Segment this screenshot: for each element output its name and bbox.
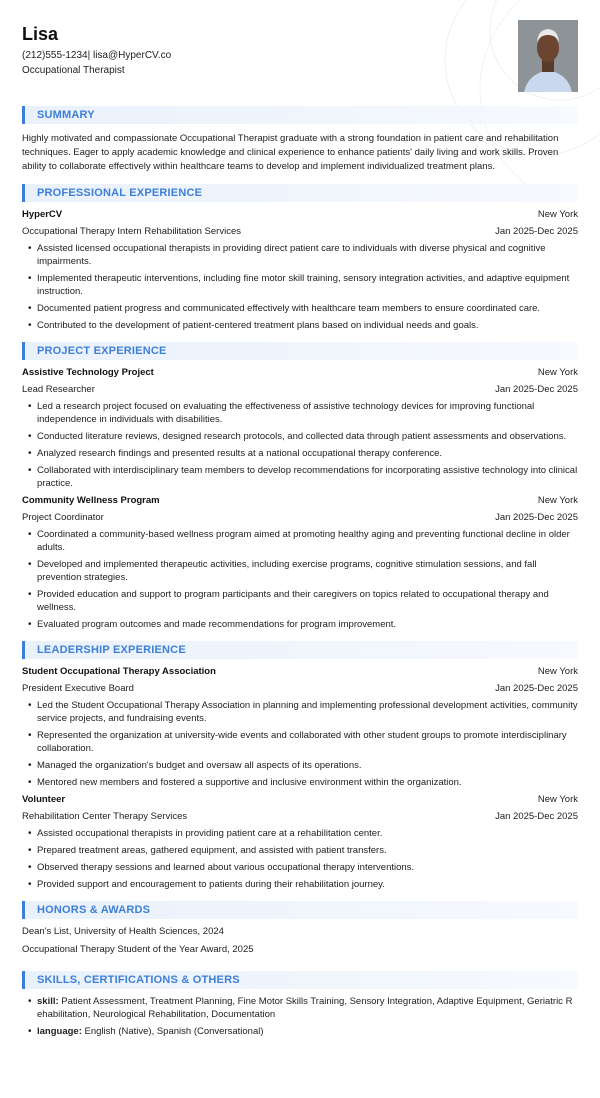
bullet-item: • Represented the organization at university-wide events and collaborated with other student groups to promote interdisciplinary collaboration. (37, 729, 578, 755)
skills-header (22, 971, 578, 989)
bullet-item: • Provided education and support to program participants and their caregivers on topics related to occupational therapy and wellness. (37, 588, 578, 614)
bullet-item: • Collaborated with interdisciplinary team members to develop recommendations for incorporating assistive technology into clinical practice. (37, 464, 578, 490)
location: New York (537, 209, 578, 220)
summary-header (22, 106, 578, 124)
entry-role-row (22, 383, 578, 400)
bullet-item: • Coordinated a community-based wellness program aimed at promoting healthy aging and preventing functional decline in older adults. (37, 528, 578, 554)
bullet-item: • Implemented therapeutic interventions, including fine motor skill training, sensory integration activities, and adaptive equipment instruction. (37, 272, 578, 298)
role: Lead Researcher (22, 384, 95, 395)
bullet-item: • Evaluated program outcomes and made recommendations for program improvement. (37, 618, 578, 631)
location: New York (537, 794, 578, 805)
skill-item (37, 1025, 578, 1038)
profile-photo (518, 20, 578, 92)
job-title: Occupational Therapist (22, 65, 125, 76)
organization-name: Community Wellness Program (22, 495, 160, 506)
entry-heading-row (22, 494, 578, 511)
award-item: Dean's List, University of Health Sciences, 2024 (22, 926, 224, 937)
role: President Executive Board (22, 683, 134, 694)
bullet-item: • Prepared treatment areas, gathered equipment, and assisted with patient transfers. (37, 844, 578, 857)
skill-category: skill: (37, 996, 59, 1007)
dates: Jan 2025-Dec 2025 (495, 512, 578, 523)
dates: Jan 2025-Dec 2025 (495, 384, 578, 395)
section-title: SKILLS, CERTIFICATIONS & OTHERS (37, 974, 240, 986)
entry-heading-row (22, 208, 578, 225)
skill-values: English (Native), Spanish (Conversational) (84, 1026, 264, 1037)
candidate-name: Lisa (22, 24, 59, 44)
bullet-item: • Contributed to the development of patient-centered treatment plans based on individual needs and goals. (37, 319, 578, 332)
leadership-experience-header (22, 641, 578, 659)
entry-heading-row (22, 665, 578, 682)
project-experience-header (22, 342, 578, 360)
bullet-item: • Assisted licensed occupational therapists in providing direct patient care to individuals with diverse physical and cognitive impairments. (37, 242, 578, 268)
role: Rehabilitation Center Therapy Services (22, 811, 188, 822)
organization-name: Student Occupational Therapy Association (22, 666, 216, 677)
location: New York (537, 495, 578, 506)
bullet-item: • Provided support and encouragement to patients during their rehabilitation journey. (37, 878, 578, 891)
role: Occupational Therapy Intern Rehabilitation Services (22, 226, 241, 237)
bullet-item: • Assisted occupational therapists in providing patient care at a rehabilitation center. (37, 827, 578, 840)
organization-name: HyperCV (22, 209, 63, 220)
dates: Jan 2025-Dec 2025 (495, 226, 578, 237)
professional-experience-header (22, 184, 578, 202)
skill-item (37, 995, 578, 1021)
location: New York (537, 666, 578, 677)
bullet-item: • Observed therapy sessions and learned about various occupational therapy interventions. (37, 861, 578, 874)
skill-values: Patient Assessment, Treatment Planning, Fine Motor Skills Training, Sensory Integration, Adaptive Equipment, Geriatric R ehabilitation, Neurological Rehabilitation, Documentation (37, 996, 573, 1020)
summary-text: Highly motivated and compassionate Occupational Therapist graduate with a strong foundation in patient care and rehabilitation techniques. Eager to apply academic knowledge and clinical experience to enhance patients' daily living and work skills. Proven ability to collaborate effectively within healthcare teams to develop and implement individualized treatment plans. (22, 133, 559, 172)
entry-role-row (22, 511, 578, 528)
organization-name: Assistive Technology Project (22, 367, 154, 378)
entry-role-row (22, 682, 578, 699)
honors-awards-header (22, 901, 578, 919)
section-title: SUMMARY (37, 109, 95, 121)
contact-info: (212)555-1234| lisa@HyperCV.co (22, 50, 172, 61)
bullet-list (22, 242, 578, 332)
entry-heading-row (22, 366, 578, 383)
entry-role-row (22, 810, 578, 827)
section-title: PROFESSIONAL EXPERIENCE (37, 187, 203, 199)
organization-name: Volunteer (22, 794, 66, 805)
dates: Jan 2025-Dec 2025 (495, 811, 578, 822)
bullet-item: • Developed and implemented therapeutic activities, including exercise programs, cognitive stimulation sessions, and fall prevention strategies. (37, 558, 578, 584)
section-title: LEADERSHIP EXPERIENCE (37, 644, 186, 656)
bullet-list (22, 699, 578, 789)
bullet-item: • Led a research project focused on evaluating the effectiveness of assistive technology devices for improving functional independence in individuals with disabilities. (37, 400, 578, 426)
dates: Jan 2025-Dec 2025 (495, 683, 578, 694)
bullet-list (22, 528, 578, 631)
bullet-list (22, 400, 578, 490)
section-title: PROJECT EXPERIENCE (37, 345, 167, 357)
bullet-item: • Conducted literature reviews, designed research protocols, and collected data through patient assessments and observations. (37, 430, 578, 443)
bullet-item: • Documented patient progress and communicated effectively with healthcare team members to ensure coordinated care. (37, 302, 578, 315)
skill-category: language: (37, 1026, 82, 1037)
bullet-item: • Managed the organization's budget and oversaw all aspects of its operations. (37, 759, 578, 772)
award-item: Occupational Therapy Student of the Year Award, 2025 (22, 944, 254, 955)
bullet-item: • Led the Student Occupational Therapy Association in planning and implementing professional development activities, community service projects, and fundraising events. (37, 699, 578, 725)
skills-list (22, 995, 578, 1038)
location: New York (537, 367, 578, 378)
entry-role-row (22, 225, 578, 242)
bullet-list (22, 827, 578, 891)
role: Project Coordinator (22, 512, 104, 523)
section-title: HONORS & AWARDS (37, 904, 151, 916)
entry-heading-row (22, 793, 578, 810)
resume-header (22, 0, 578, 96)
bullet-item: • Mentored new members and fostered a supportive and inclusive environment within the organization. (37, 776, 578, 789)
bullet-item: • Analyzed research findings and presented results at a national occupational therapy conference. (37, 447, 578, 460)
